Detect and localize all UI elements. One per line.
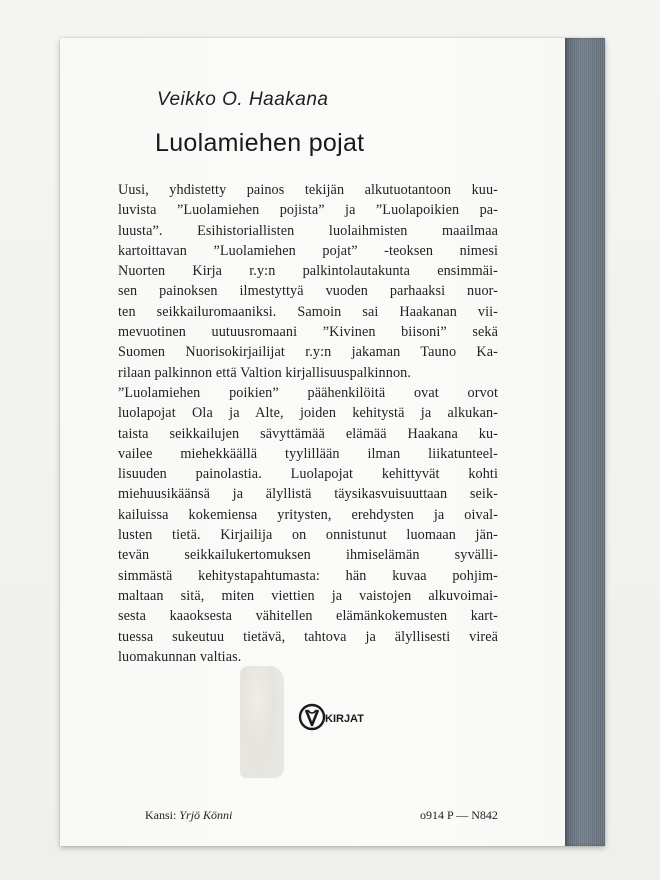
blurb-line: kartoittavan ”Luolamiehen pojat” -teoksen nimesi bbox=[118, 242, 498, 259]
blurb-line: Uusi, yhdistetty painos tekijän alkutuotantoon kuu- bbox=[118, 182, 498, 198]
cover-credit-label: Kansi: bbox=[145, 808, 177, 822]
blurb-line: simmästä kehitystapahtumasta: hän kuvaa pohjim- bbox=[118, 567, 498, 584]
torn-label-damage bbox=[240, 666, 284, 778]
blurb-line: tuessa sukeutuu tietävä, tahtova ja älyllisesti vireä bbox=[118, 628, 498, 645]
cover-credit bbox=[145, 808, 232, 823]
blurb-line: miehuusikäänsä ja älyllistä täysikasvuisuuttaan seik- bbox=[118, 486, 498, 503]
blurb-text bbox=[118, 180, 498, 667]
publisher-logo-text: KIRJAT bbox=[325, 713, 364, 725]
blurb-line: taista seikkailujen sävyttämää elämää Haakana ku- bbox=[118, 425, 498, 442]
blurb-line: Nuorten Kirja r.y:n palkintolautakunta ensimmäi- bbox=[118, 263, 498, 280]
catalog-code: o914 P — N842 bbox=[420, 808, 498, 822]
book-title: Luolamiehen pojat bbox=[155, 129, 365, 157]
blurb-line: mevuotinen uutuusromaani ”Kivinen biisoni” sekä bbox=[118, 324, 498, 341]
blurb-line: sesta kaaoksesta vähitellen elämänkokemusten kart- bbox=[118, 608, 498, 625]
blurb-line: luusta”. Esihistoriallisten luolaihmisten maailmaa bbox=[118, 222, 498, 239]
blurb-line: lusten tietä. Kirjailija on onnistunut luomaan jän- bbox=[118, 527, 498, 544]
blurb-line: lisuuden painolastia. Luolapojat kehittyvät kohti bbox=[118, 466, 498, 483]
publisher-logo bbox=[298, 700, 368, 734]
book-back-cover bbox=[60, 38, 605, 846]
book-spine bbox=[565, 38, 605, 846]
blurb-line: luvista ”Luolamiehen pojista” ja ”Luolapoikien pa- bbox=[118, 202, 498, 219]
blurb-line: vailee miehekkäällä tyylillään ilman liikatunteel- bbox=[118, 445, 498, 462]
blurb-line: Suomen Nuorisokirjailijat r.y:n jakaman Tauno Ka- bbox=[118, 344, 498, 361]
cover-credit-artist: Yrjö Könni bbox=[179, 808, 233, 822]
blurb-line: luolapojat Ola ja Alte, joiden kehitystä ja alkukan- bbox=[118, 405, 498, 422]
blurb-line: maltaan sitä, miten viettien ja vaistojen alkuvoimai- bbox=[118, 587, 498, 604]
author-name: Veikko O. Haakana bbox=[157, 89, 329, 110]
blurb-line: ten seikkailuromaaniksi. Samoin sai Haakanan vii- bbox=[118, 303, 498, 320]
blurb-line: kailuissa kokemiensa yritysten, erehdysten ja oival- bbox=[118, 506, 498, 523]
blurb-line: ”Luolamiehen poikien” päähenkilöitä ovat orvot bbox=[118, 384, 498, 401]
blurb-line: luomakunnan valtias. bbox=[118, 648, 242, 665]
blurb-line: rilaan palkinnon että Valtion kirjallisuuspalkinnon. bbox=[118, 364, 411, 381]
blurb-line: sen painoksen ilmestyttyä vuoden parhaaksi nuor- bbox=[118, 283, 498, 300]
blurb-line: tevän seikkailukertomuksen ihmiselämän syvälli- bbox=[118, 547, 498, 564]
